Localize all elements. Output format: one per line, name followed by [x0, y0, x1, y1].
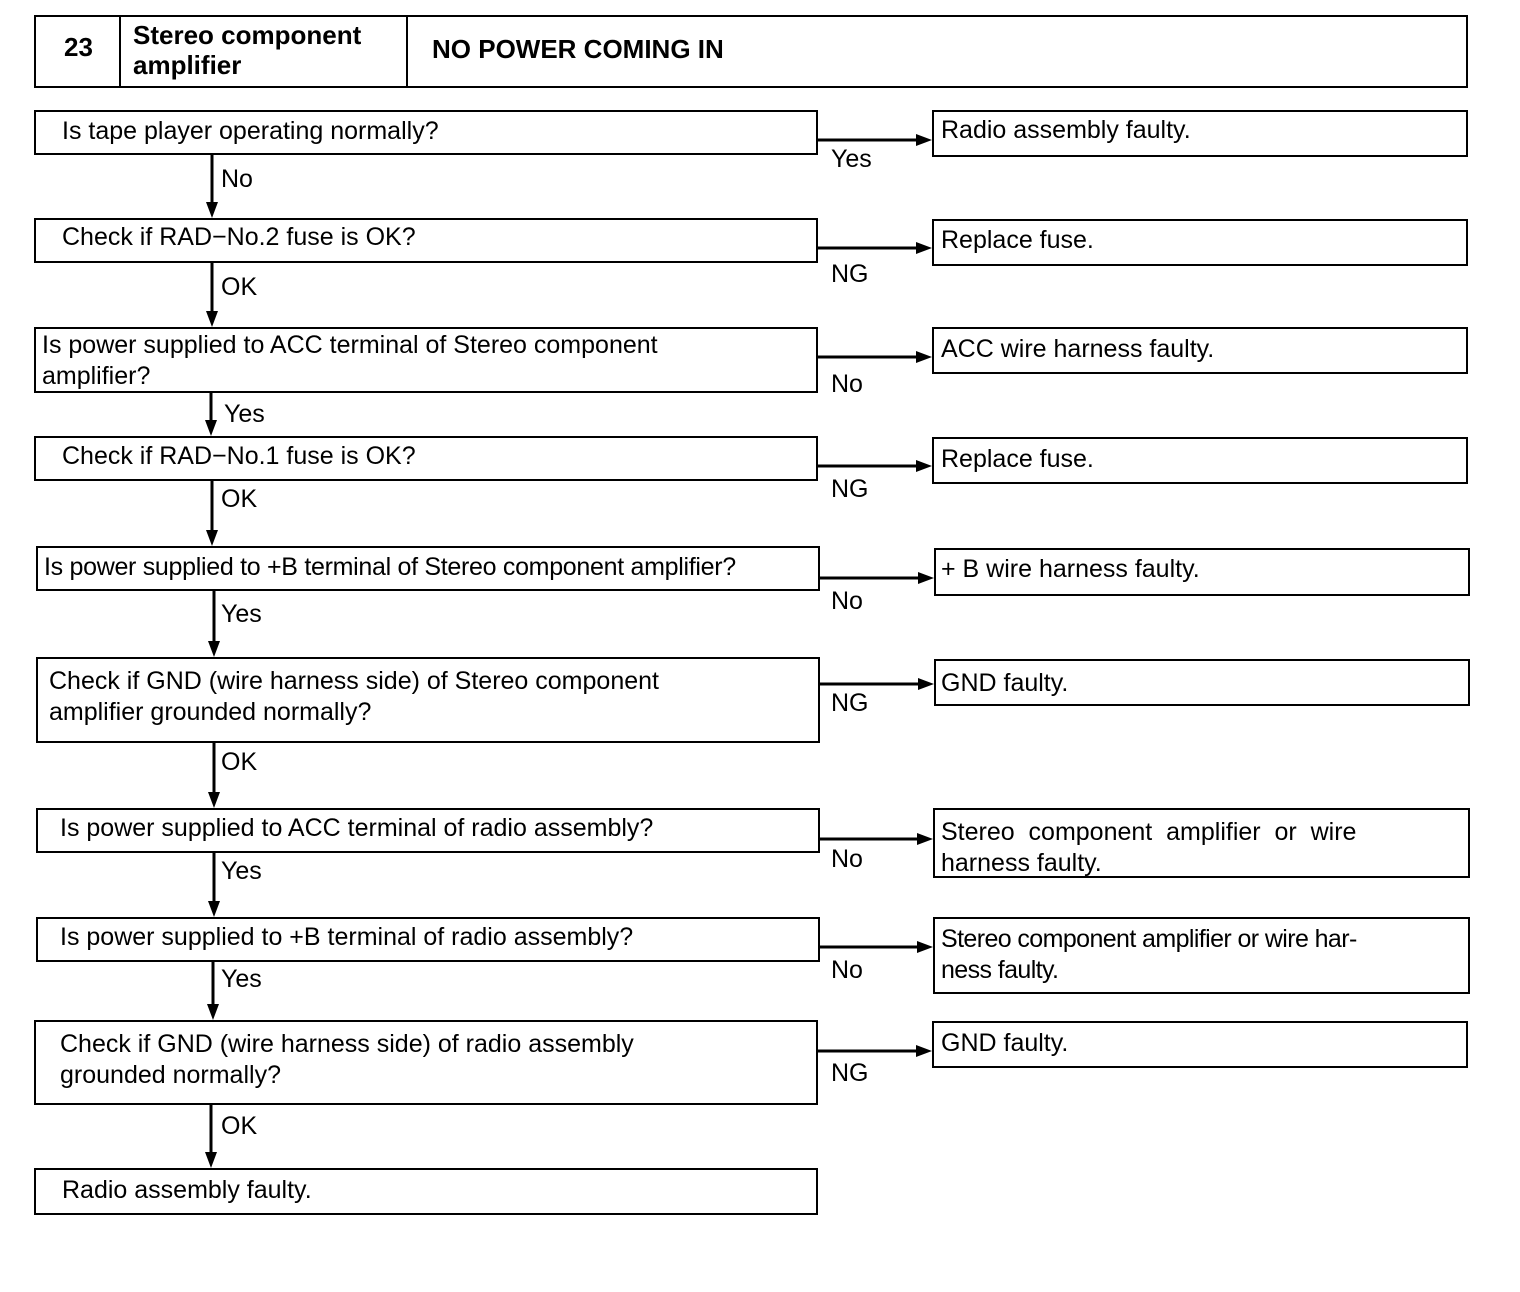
pass-label-2: OK: [221, 273, 258, 301]
arrowhead-down-1: [206, 202, 218, 218]
question-text-9: Check if GND (wire harness side) of radio assembly grounded normally?: [60, 1030, 634, 1089]
arrowhead-right-2: [916, 242, 932, 254]
arrowhead-right-4: [916, 460, 932, 472]
arrowhead-right-8: [917, 941, 933, 953]
fail-label-1: Yes: [831, 145, 872, 173]
result-text-9: GND faulty.: [941, 1029, 1069, 1057]
fail-label-7: No: [831, 845, 863, 873]
arrowhead-right-5: [918, 572, 934, 584]
header-component: Stereo component amplifier: [133, 20, 362, 80]
arrowhead-down-3: [205, 420, 217, 436]
pass-label-6: OK: [221, 748, 258, 776]
arrowhead-down-4: [206, 530, 218, 546]
pass-label-7: Yes: [221, 857, 262, 885]
result-text-7: Stereo component amplifier or wire harness faulty.: [941, 818, 1357, 877]
final-result-text: Radio assembly faulty.: [62, 1176, 312, 1204]
result-text-1: Radio assembly faulty.: [941, 116, 1191, 144]
arrowhead-down-5: [208, 641, 220, 657]
question-text-5: Is power supplied to +B terminal of Stereo component amplifier?: [44, 553, 736, 581]
result-text-5: + B wire harness faulty.: [941, 555, 1200, 583]
header-title: NO POWER COMING IN: [432, 34, 724, 64]
arrowhead-down-2: [206, 311, 218, 327]
question-text-8: Is power supplied to +B terminal of radio assembly?: [60, 923, 634, 951]
arrowhead-right-3: [916, 351, 932, 363]
fail-label-3: No: [831, 370, 863, 398]
arrowhead-down-8: [207, 1004, 219, 1020]
pass-label-5: Yes: [221, 600, 262, 628]
fail-label-4: NG: [831, 475, 869, 503]
arrowhead-right-1: [916, 134, 932, 146]
result-text-4: Replace fuse.: [941, 445, 1094, 473]
pass-label-4: OK: [221, 485, 258, 513]
result-text-8: Stereo component amplifier or wire har- ness faulty.: [941, 925, 1357, 984]
fail-label-2: NG: [831, 260, 869, 288]
arrowhead-right-6: [918, 678, 934, 690]
question-text-4: Check if RAD−No.1 fuse is OK?: [62, 442, 416, 470]
question-text-2: Check if RAD−No.2 fuse is OK?: [62, 223, 416, 251]
question-text-6: Check if GND (wire harness side) of Stereo component amplifier grounded normally?: [49, 667, 659, 726]
arrowhead-down-9: [205, 1152, 217, 1168]
pass-label-9: OK: [221, 1112, 258, 1140]
arrowhead-down-7: [208, 901, 220, 917]
question-text-1: Is tape player operating normally?: [62, 117, 439, 145]
result-text-2: Replace fuse.: [941, 226, 1094, 254]
arrowhead-down-6: [208, 792, 220, 808]
arrowhead-right-9: [916, 1045, 932, 1057]
pass-label-1: No: [221, 165, 253, 193]
fail-label-6: NG: [831, 689, 869, 717]
fail-label-5: No: [831, 587, 863, 615]
result-text-3: ACC wire harness faulty.: [941, 335, 1215, 363]
question-text-3: Is power supplied to ACC terminal of Stereo component amplifier?: [42, 331, 658, 390]
result-text-6: GND faulty.: [941, 669, 1069, 697]
header-number: 23: [64, 32, 93, 62]
fail-label-8: No: [831, 956, 863, 984]
pass-label-8: Yes: [221, 965, 262, 993]
question-text-7: Is power supplied to ACC terminal of radio assembly?: [60, 814, 654, 842]
fail-label-9: NG: [831, 1059, 869, 1087]
pass-label-3: Yes: [224, 400, 265, 428]
arrowhead-right-7: [917, 833, 933, 845]
